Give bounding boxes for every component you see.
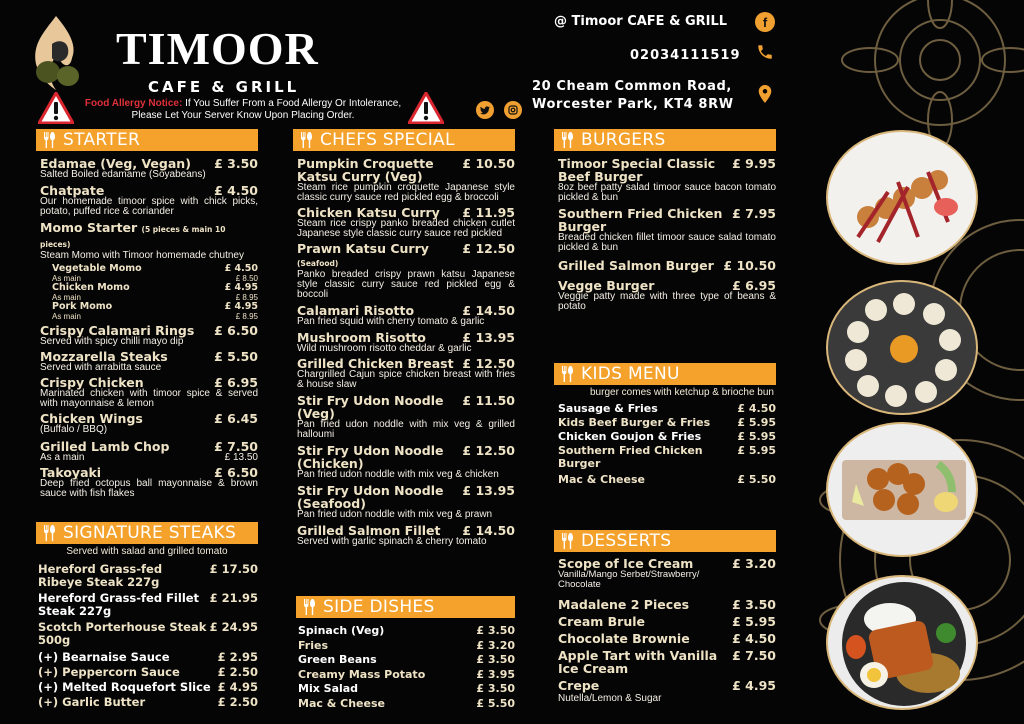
item-price: £ 5.50 <box>737 473 776 486</box>
momo-price: £ 4.95 <box>224 282 258 293</box>
item-name: Takoyaki <box>40 465 102 480</box>
item-name: Green Beans <box>298 653 377 666</box>
item-name: Scope of Ice Cream <box>558 556 694 571</box>
food-photo-strip <box>800 0 1024 724</box>
phone-icon[interactable] <box>755 42 775 62</box>
item-name: Chatpate <box>40 183 105 198</box>
item-name: Apple Tart with Vanilla Ice Cream <box>558 648 718 676</box>
item-desc: (Buffalo / BBQ) <box>40 424 108 435</box>
item-price: £ 6.95 <box>214 375 258 390</box>
allergy-label: Food Allergy Notice: <box>84 98 183 109</box>
allergy-text-line2: Please Let Your Server Know Upon Placing Order. <box>131 110 355 121</box>
item-name: Crispy Calamari Rings <box>40 323 195 338</box>
menu-item[interactable] <box>558 615 776 628</box>
item-desc: Marinated chicken with timoor spice & served with mayonnaise & lemon <box>40 388 258 409</box>
section-note: burger comes with ketchup & brioche bun <box>590 387 774 398</box>
item-name: Hereford Grass-fed Fillet Steak 227g <box>38 591 200 618</box>
item-desc: Served with spicy chilli mayo dip <box>40 336 184 347</box>
item-desc: Deep fried octopus ball mayonnaise & brown sauce with fish flakes <box>40 478 258 499</box>
item-desc: Pan fried udon noddle with mix veg & prawn <box>297 509 493 520</box>
item-price: £ 5.95 <box>737 430 776 443</box>
section-header-steaks <box>36 522 258 544</box>
menu-item[interactable] <box>38 666 258 679</box>
item-price: £ 3.50 <box>476 624 515 637</box>
item-desc: Served with arrabitta sauce <box>40 362 162 373</box>
item-name: Prawn Katsu Curry <box>297 241 429 256</box>
facebook-icon[interactable]: f <box>755 12 775 32</box>
item-name: Stir Fry Udon Noodle (Chicken) <box>297 443 444 471</box>
item-price: £ 4.50 <box>732 631 776 646</box>
item-name: Chicken Wings <box>40 411 143 426</box>
item-price: £ 10.50 <box>462 156 515 171</box>
item-name: (+) Garlic Butter <box>38 695 146 709</box>
section-note: Served with salad and grilled tomato <box>66 546 228 557</box>
item-price: £ 4.95 <box>217 680 258 694</box>
section-header-chefs-special <box>293 129 515 151</box>
momo-option[interactable] <box>40 302 258 321</box>
item-desc: Pan fried squid with cherry tomato & garlic <box>297 316 485 327</box>
side-dishes-section <box>296 596 515 710</box>
item-price: £ 4.95 <box>732 678 776 693</box>
item-price: £ 6.50 <box>214 465 258 480</box>
section-header-burgers <box>554 129 776 151</box>
momo-name: Chicken Momo <box>52 282 130 293</box>
menu-item[interactable] <box>297 242 515 270</box>
item-name: Stir Fry Udon Noodle (Veg) <box>297 393 444 421</box>
item-name: Mac & Cheese <box>558 473 645 486</box>
momo-name: Pork Momo <box>52 301 113 312</box>
kids-menu-section <box>554 363 776 486</box>
item-desc: 8oz beef patty salad timoor sauce bacon tomato pickled & bun <box>558 182 776 203</box>
item-price: £ 6.95 <box>732 278 776 293</box>
warning-icon <box>38 92 74 124</box>
menu-item[interactable] <box>298 624 515 637</box>
as-main-label: As main <box>52 293 81 302</box>
momo-photo <box>826 280 978 415</box>
item-price: £ 9.95 <box>732 156 776 171</box>
menu-item[interactable] <box>298 639 515 652</box>
item-desc: As a main <box>40 452 85 463</box>
section-header-desserts <box>554 530 776 552</box>
menu-item[interactable] <box>558 473 776 486</box>
momo-option[interactable] <box>40 264 258 283</box>
menu-item[interactable] <box>38 592 258 618</box>
item-name: Chicken Goujon & Fries <box>558 430 702 443</box>
menu-item[interactable] <box>558 259 776 272</box>
section-title: BURGERS <box>581 130 666 150</box>
item-name: Fries <box>298 638 329 652</box>
item-name: Scotch Porterhouse Steak 500g <box>38 620 207 647</box>
section-header-side-dishes <box>296 596 515 618</box>
item-price: £ 5.50 <box>214 349 258 364</box>
menu-item[interactable] <box>558 430 776 443</box>
menu-item[interactable] <box>40 221 258 251</box>
as-main-price: £ 8.50 <box>235 274 258 283</box>
item-desc: Our homemade timoor spice with chick picks, potato, puffed rice & coriander <box>40 196 258 217</box>
section-title: SIGNATURE STEAKS <box>63 523 237 543</box>
brand-subtitle: CAFE & GRILL <box>148 78 300 96</box>
cutlery-icon <box>299 132 313 148</box>
item-price: £ 3.20 <box>732 556 776 571</box>
item-name: Edamae (Veg, Vegan) <box>40 156 191 171</box>
item-price: £ 6.45 <box>214 411 258 426</box>
item-price: £ 3.50 <box>476 682 515 695</box>
location-pin-icon <box>755 84 775 104</box>
menu-item[interactable] <box>558 649 776 675</box>
flame-chili-logo-icon <box>26 14 86 92</box>
item-name: Stir Fry Udon Noodle (Seafood) <box>297 483 444 511</box>
item-name: (+) Bearnaise Sauce <box>38 650 170 664</box>
item-name: Timoor Special Classic Beef Burger <box>558 156 716 184</box>
desserts-section <box>554 530 776 704</box>
logo <box>26 12 319 96</box>
menu-item[interactable] <box>558 416 776 429</box>
item-desc: Panko breaded crispy prawn katsu Japanese style classic curry sauce red pickled egg & boccoli <box>297 269 515 300</box>
cutlery-icon <box>42 132 56 148</box>
item-price: £ 17.50 <box>209 562 258 576</box>
item-name: (+) Melted Roquefort Slice <box>38 680 211 694</box>
momo-price: £ 4.95 <box>224 301 258 312</box>
item-price: £ 4.50 <box>214 183 258 198</box>
menu-item[interactable] <box>558 157 776 183</box>
item-name: Grilled Salmon Burger <box>558 258 714 273</box>
cutlery-icon <box>560 132 574 148</box>
item-name: Sausage & Fries <box>558 402 658 415</box>
menu-item[interactable] <box>298 668 515 681</box>
item-desc: Steam rice pumpkin croquette Japanese style classic curry sauce red pickled egg & broccoli <box>297 182 515 203</box>
menu-item[interactable] <box>38 563 258 589</box>
item-price: £ 2.50 <box>217 695 258 709</box>
item-name: Hereford Grass-fed Ribeye Steak 227g <box>38 562 163 589</box>
item-price: £ 5.95 <box>732 614 776 629</box>
item-name: Mix Salad <box>298 682 359 695</box>
menu-item[interactable] <box>297 157 515 183</box>
item-name: Creamy Mass Potato <box>298 667 426 681</box>
item-price: £ 5.50 <box>476 696 515 710</box>
item-name: Cream Brule <box>558 614 645 629</box>
menu-item[interactable] <box>297 394 515 420</box>
item-desc: Pan fried udon noddle with mix veg & grilled halloumi <box>297 419 515 440</box>
instagram-icon[interactable] <box>504 101 522 119</box>
as-main-label: As main <box>52 274 81 283</box>
momo-name: Vegetable Momo <box>52 263 142 274</box>
menu-item[interactable] <box>298 653 515 666</box>
item-price: £ 14.50 <box>462 303 515 318</box>
menu-item[interactable] <box>38 681 258 694</box>
menu-item[interactable] <box>558 632 776 645</box>
item-note: (Seafood) <box>297 259 339 268</box>
item-desc: Breaded chicken fillet timoor sauce salad tomato pickled & bun <box>558 232 776 253</box>
item-price: £ 6.50 <box>214 323 258 338</box>
item-desc: Steam rice crispy panko breaded chicken cutlet Japanese style classic curry sauce red pickled <box>297 218 515 239</box>
item-name: (+) Peppercorn Sauce <box>38 665 180 679</box>
item-price: £ 21.95 <box>209 591 258 605</box>
steaks-section <box>36 522 258 709</box>
item-name: Vegge Burger <box>558 278 655 293</box>
item-desc: Pan fried udon noddle with mix veg & chicken <box>297 469 499 480</box>
item-desc: Veggie patty made with three type of beans & potato <box>558 291 776 312</box>
item-desc: Wild mushroom risotto cheddar & garlic <box>297 343 472 354</box>
menu-item[interactable] <box>38 696 258 709</box>
item-desc: Chargrilled Cajun spice chicken breast with fries & house slaw <box>297 369 515 390</box>
item-name: Grilled Salmon Fillet <box>297 523 441 538</box>
item-desc: Vanilla/Mango Serbet/Strawberry/ Chocolate <box>558 569 700 590</box>
item-price: £ 12.50 <box>462 356 515 371</box>
item-price: £ 12.50 <box>462 443 515 458</box>
cutlery-icon <box>560 533 574 549</box>
item-price: £ 2.95 <box>217 650 258 664</box>
phone-number[interactable]: 02034111519 <box>630 48 741 63</box>
menu-item[interactable] <box>558 444 776 470</box>
item-price: £ 10.50 <box>723 258 776 273</box>
menu-item[interactable] <box>558 207 776 233</box>
menu-item[interactable] <box>38 621 258 647</box>
item-price: £ 5.95 <box>737 444 776 457</box>
item-desc: Served with garlic spinach & cherry tomato <box>297 536 487 547</box>
item-price: £ 3.50 <box>732 597 776 612</box>
menu-item[interactable] <box>558 402 776 415</box>
item-name: Mozzarella Steaks <box>40 349 168 364</box>
item-price: £ 3.20 <box>476 638 515 652</box>
section-header-starter <box>36 129 258 151</box>
as-main-label: As main <box>52 312 81 321</box>
katsu-curry-photo <box>826 575 978 710</box>
item-price: £ 11.95 <box>462 205 515 220</box>
item-price: £ 14.50 <box>462 523 515 538</box>
section-title: STARTER <box>63 130 141 150</box>
takoyaki-photo <box>826 130 978 265</box>
item-price: £ 24.95 <box>209 620 258 634</box>
address-line-1: 20 Cheam Common Road, <box>532 79 732 94</box>
as-main-price: £ 8.95 <box>235 312 258 321</box>
item-name: Southern Fried Chicken Burger <box>558 206 723 234</box>
menu-item[interactable] <box>298 682 515 695</box>
item-price: £ 3.95 <box>476 667 515 681</box>
menu-item[interactable] <box>558 598 776 611</box>
as-main-price: £ 8.95 <box>235 293 258 302</box>
item-price: £ 13.95 <box>462 330 515 345</box>
item-name: Pumpkin Croquette Katsu Curry (Veg) <box>297 156 434 184</box>
item-note: (5 pieces & main 10 pieces) <box>40 225 226 249</box>
item-name: Madalene 2 Pieces <box>558 597 690 612</box>
brand-title: TIMOOR <box>116 23 319 74</box>
item-name: Kids Beef Burger & Fries <box>558 416 711 429</box>
section-title: KIDS MENU <box>581 364 680 384</box>
cutlery-icon <box>42 525 56 541</box>
item-name: Crispy Chicken <box>40 375 144 390</box>
item-name: Southern Fried Chicken Burger <box>558 444 703 470</box>
allergy-notice <box>38 92 448 126</box>
item-name: Mac & Cheese <box>298 696 385 710</box>
starter-section <box>36 129 258 499</box>
chefs-special-section <box>293 129 515 547</box>
item-price: £ 7.50 <box>214 439 258 454</box>
item-price-main: £ 13.50 <box>224 452 258 463</box>
item-name: Chicken Katsu Curry <box>297 205 440 220</box>
item-price: £ 5.95 <box>737 416 776 429</box>
item-price: £ 2.50 <box>217 665 258 679</box>
menu-item[interactable] <box>558 679 776 692</box>
item-price: £ 7.50 <box>732 648 776 663</box>
menu-item[interactable] <box>38 651 258 664</box>
item-price: £ 13.95 <box>462 483 515 498</box>
item-name: Crepe <box>558 678 600 693</box>
section-title: SIDE DISHES <box>323 597 435 617</box>
menu-item[interactable] <box>298 697 515 710</box>
item-name: Mushroom Risotto <box>297 330 426 345</box>
menu-item[interactable] <box>297 444 515 470</box>
item-price: £ 4.50 <box>737 402 776 415</box>
menu-item[interactable] <box>297 484 515 510</box>
item-desc: Salted Boiled edamame (Soyabeans) <box>40 169 206 180</box>
item-name: Grilled Chicken Breast <box>297 356 454 371</box>
section-title: CHEFS SPECIAL <box>320 130 455 150</box>
item-price: £ 3.50 <box>476 653 515 666</box>
item-price: £ 3.50 <box>214 156 258 171</box>
item-name: Grilled Lamb Chop <box>40 439 170 454</box>
warning-icon <box>408 92 444 124</box>
burgers-section <box>554 129 776 312</box>
allergy-text-line1: If You Suffer From a Food Allergy Or Intolerance, <box>182 98 402 109</box>
item-name: Chocolate Brownie <box>558 631 690 646</box>
social-handle[interactable]: @ Timoor CAFE & GRILL <box>554 14 728 29</box>
item-price: £ 12.50 <box>462 241 515 256</box>
item-name: Momo Starter <box>40 220 138 235</box>
section-header-kids-menu <box>554 363 776 385</box>
fried-chicken-photo <box>826 422 978 557</box>
section-title: DESSERTS <box>581 531 672 551</box>
twitter-icon[interactable] <box>476 101 494 119</box>
item-name: Calamari Risotto <box>297 303 415 318</box>
cutlery-icon <box>302 599 316 615</box>
item-desc: Nutella/Lemon & Sugar <box>558 693 662 704</box>
item-desc: Steam Momo with Timoor homemade chutney <box>40 250 244 261</box>
item-price: £ 11.50 <box>462 393 515 408</box>
address-line-2: Worcester Park, KT4 8RW <box>532 97 734 112</box>
item-price: £ 7.95 <box>732 206 776 221</box>
item-name: Spinach (Veg) <box>298 624 385 637</box>
cutlery-icon <box>560 366 574 382</box>
momo-price: £ 4.50 <box>224 263 258 274</box>
momo-option[interactable] <box>40 283 258 302</box>
